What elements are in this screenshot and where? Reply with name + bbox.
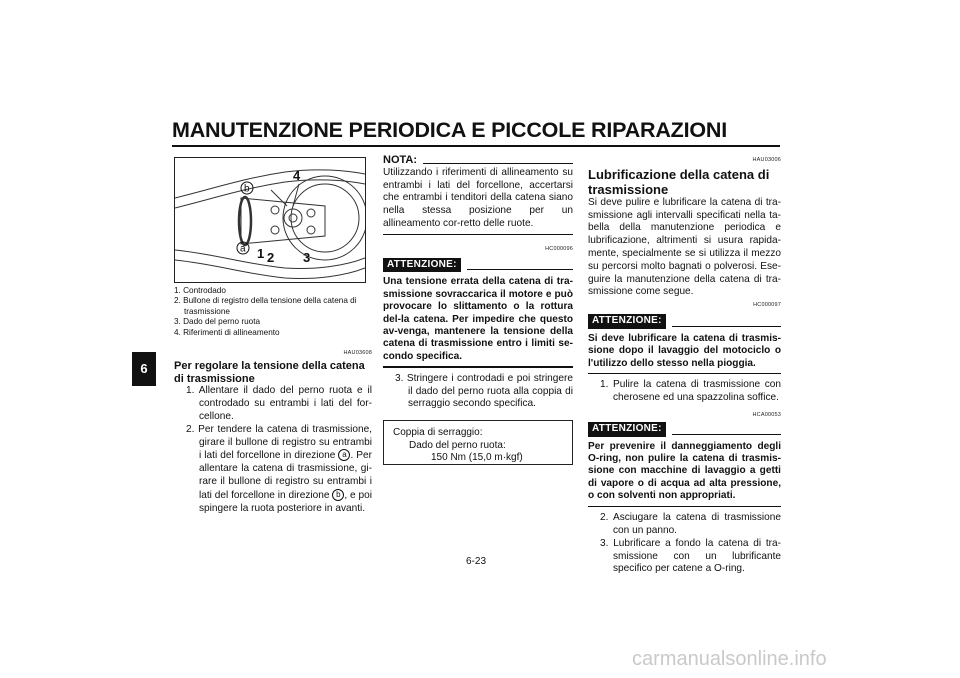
watermark: carmanualsonline.info bbox=[632, 648, 827, 670]
attention-header bbox=[588, 422, 781, 437]
nota-end-rule bbox=[383, 234, 573, 235]
attention-text: Per prevenire il danneggiamento degli O-ring, non pulire la catena di trasmis-sione con macchine di lavaggio a getti di vapore o di acqua ad alta pressione, o con solventi non appropriati. bbox=[588, 440, 781, 502]
ref-code: HAU03006 bbox=[752, 157, 781, 163]
title-rule bbox=[172, 145, 780, 147]
direction-a-symbol: a bbox=[338, 449, 350, 461]
step-2-text-b: . Per allentare la catena di trasmissione, gi-rare il bullone di registro su entrambi i lati del forcellone in direzione bbox=[199, 450, 372, 501]
attention-rule bbox=[672, 434, 781, 435]
caption-2: 2. Bullone di registro della tensione della catena di trasmissione bbox=[174, 296, 357, 316]
figure-label-3: 3 bbox=[303, 250, 311, 265]
figure-label-4: 4 bbox=[293, 168, 301, 183]
dry-step: 2. Asciugare la catena di trasmissione con un panno. bbox=[600, 512, 781, 536]
figure-label-2: 2 bbox=[267, 250, 275, 265]
chain-adjuster-figure bbox=[174, 157, 366, 283]
step-1: 1. Allentare il dado del perno ruota e il controdado su entrambi i lati del for-cellone. bbox=[186, 385, 372, 422]
lubricate-step: 3. Lubrificare a fondo la catena di tra-smissione con un lubrificante specifico per catene a O-ring. bbox=[600, 537, 781, 575]
ref-code: HC000097 bbox=[753, 302, 781, 309]
attention-badge: ATTENZIONE: bbox=[588, 314, 666, 329]
chain-adjuster-illustration bbox=[175, 158, 365, 282]
left-column bbox=[174, 347, 372, 515]
direction-b-symbol: b bbox=[332, 489, 344, 501]
torque-title: Coppia di serraggio: bbox=[393, 427, 483, 439]
page-number: 6-23 bbox=[466, 556, 487, 567]
page-title: MANUTENZIONE PERIODICA E PICCOLE RIPARAZIONI bbox=[172, 118, 727, 142]
right-column bbox=[588, 154, 781, 576]
attention-end-rule bbox=[383, 366, 573, 368]
figure-label-b: b bbox=[244, 183, 250, 195]
attention-header bbox=[588, 314, 781, 329]
attention-rule bbox=[467, 269, 573, 270]
section-heading: Per regolare la tensione della catena di trasmissione bbox=[174, 359, 365, 385]
torque-value: 150 Nm (15,0 m·kgf) bbox=[431, 452, 523, 464]
attention-rule bbox=[672, 326, 781, 327]
caption-4: 4. Riferimenti di allineamento bbox=[174, 327, 280, 337]
clean-step: 1. Pulire la catena di trasmissione con cherosene ed una spazzolina soffice. bbox=[600, 379, 781, 404]
caption-3: 3. Dado del perno ruota bbox=[174, 317, 261, 327]
step-2 bbox=[174, 424, 372, 516]
ref-code: HC000096 bbox=[545, 245, 573, 252]
attention-text: Una tensione errata della catena di tra-smissione sovraccarica il motore e può provocare lo slittamento o la rottura del-la catena. Per impedire che questo av-venga, mantenere la tensione della catena di trasmissione entro i limiti se-condo specifica. bbox=[383, 276, 573, 362]
nota-label: NOTA: bbox=[383, 154, 418, 166]
attention-header bbox=[383, 258, 573, 273]
attention-text: Si deve lubrificare la catena di trasmis-sione dopo il lavaggio del motociclo o l'utilizzo dello stesso nella pioggia. bbox=[588, 332, 781, 369]
torque-box bbox=[383, 420, 573, 465]
step-2-text-a: 2. Per tendere la catena di trasmissione, girare il bullone di registro su entrambi i lati del forcellone in direzione bbox=[186, 423, 372, 462]
nota-text: Utilizzando i riferimenti di allineamento su entrambi i lati del forcellone, accertarsi che entrambi i tenditori della catena siano nella stessa posizione per un allineamento cor-retto delle ruote. bbox=[383, 166, 573, 229]
middle-column bbox=[383, 154, 573, 465]
attention-badge: ATTENZIONE: bbox=[588, 422, 666, 437]
ref-code: HAU03608 bbox=[343, 350, 372, 356]
figure-label-a: a bbox=[240, 243, 246, 255]
step-2-text-c: , e poi spingere la ruota posteriore in avanti. bbox=[199, 489, 372, 514]
caption-1: 1. Controdado bbox=[174, 286, 226, 295]
nota-rule bbox=[423, 163, 573, 164]
attention-end-rule bbox=[588, 373, 781, 375]
ref-code: HCA00053 bbox=[752, 412, 781, 419]
lubrication-title: Lubrificazione della catena di trasmissione bbox=[588, 166, 770, 197]
nota-header bbox=[383, 154, 573, 167]
figure-captions bbox=[174, 286, 370, 338]
attention-end-rule bbox=[588, 506, 781, 508]
torque-item: Dado del perno ruota: bbox=[409, 439, 506, 451]
lubrication-intro: Si deve pulire e lubrificare la catena di tra-smissione agli intervalli specificati nella ta-bella della manutenzione periodica e lubrificazione, altrimenti si usura rapida-mente, specialmente se si utilizza il mezzo su percorsi molto bagnati o polverosi. Ese-guire la manutenzione della catena di tra-smissione come segue. bbox=[588, 196, 781, 298]
figure-label-1: 1 bbox=[257, 246, 265, 261]
attention-badge: ATTENZIONE: bbox=[383, 258, 461, 273]
step-3: 3. Stringere i controdadi e poi stringere il dado del perno ruota alla coppia di serraggio secondo specifica. bbox=[395, 372, 573, 410]
chapter-tab: 6 bbox=[132, 352, 156, 386]
